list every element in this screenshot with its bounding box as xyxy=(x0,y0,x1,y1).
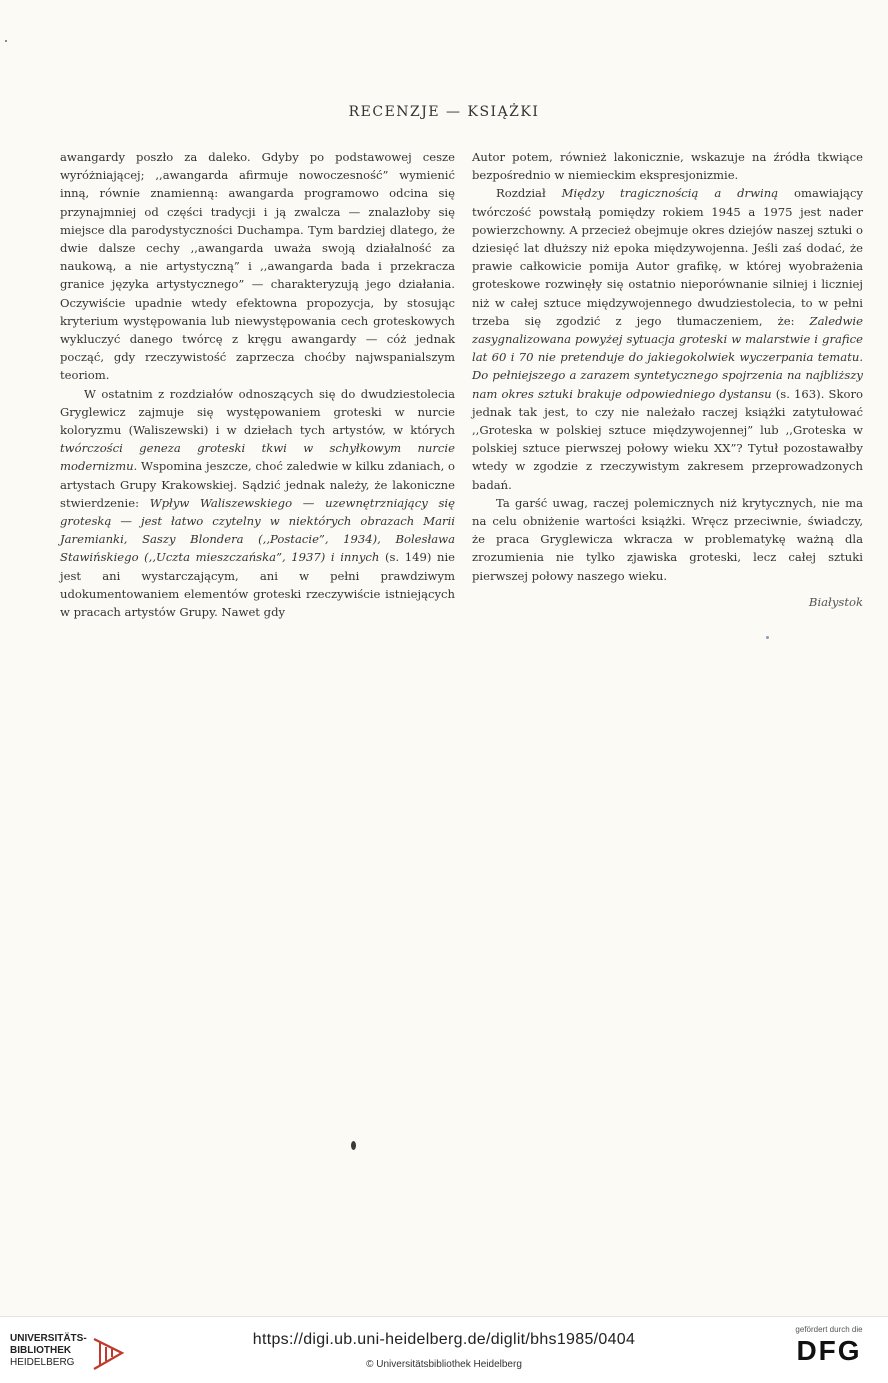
speck-edge xyxy=(5,40,7,42)
library-line-2: BIBLIOTHEK xyxy=(10,1345,72,1356)
left-paragraph-2 xyxy=(60,385,455,622)
right-p2-text-a: Rozdział xyxy=(496,186,562,201)
right-paragraph-2 xyxy=(472,184,863,493)
copyright-notice: © Universitätsbibliothek Heidelberg xyxy=(366,1359,522,1370)
left-p2-text-c: Wspomina jeszcze, choć zaledwie w kilku zdaniach, o artystach Grupy Krakowskiej. Sądzić jednak należy, że lakoniczne stwierdzenie: xyxy=(60,459,455,510)
speck-mark xyxy=(351,1141,356,1150)
footer-bar xyxy=(0,1316,888,1383)
left-p2-text-e: (s. 149) nie jest ani wystarczającym, ani w pełni prawdziwym udokumentowaniem elementów groteski rzeczywiście istniejących w pracach artystów Grupy. Nawet gdy xyxy=(60,550,456,620)
page-header: RECENZJE — KSIĄŻKI xyxy=(348,104,540,120)
dfg-wordmark: DFG xyxy=(796,1335,862,1366)
signature: Białystok xyxy=(808,594,863,609)
right-p2-chapter-title: Między tragicznością a drwiną xyxy=(561,186,779,201)
left-column xyxy=(60,148,455,621)
left-p2-text-a: W ostatnim z rozdziałów odnoszących się do dwudziestolecia Gryglewicz zajmuje się występowaniem groteski w nurcie koloryzmu (Waliszewski) i w dziełach tych artystów, w których xyxy=(60,386,455,438)
library-line-1: UNIVERSITÄTS- xyxy=(10,1333,87,1344)
speck-blue xyxy=(766,636,769,639)
right-paragraph-3: Ta garść uwag, raczej polemicznych niż krytycznych, nie ma na celu obniżenie wartości książki. Wręcz przeciwnie, świadczy, że praca Gryglewicza wkracza w problematykę ważną dla zrozumienia nie tylko zjawiska groteski, lecz całej sztuki pierwszej połowy naszego wieku. xyxy=(472,495,863,583)
right-p2-italic-quote: Zaledwie zasygnalizowana powyżej sytuacja groteski w malarstwie i grafice lat 60 i 70 nie pretenduje do jakiegokolwiek wyczerpania tematu. Do pełniejszego a zarazem syntetycznego spojrzenia na najbliższy nam okres sztuki brakuje odpowiedniego dystansu xyxy=(472,313,863,401)
right-paragraph-1: Autor potem, również lakonicznie, wskazuje na źródła tkwiące bezpośrednio w niemieckim ekspresjonizmie. xyxy=(472,150,863,183)
right-column xyxy=(472,148,863,611)
right-p2-text-c: omawiający twórczość powstałą pomiędzy rokiem 1945 a 1975 jest nader powierzchowny. A przecież obejmuje okres dziejów naszej sztuki o dziesięć lat dłuższy niż epoka międzywojenna. Jeśli zaś dodać, że prawie całkowicie pomija Autor grafikę, w której wyobrażenia groteskowe rozwinęły się ostatnio nieporównanie silniej i liczniej niż w całej sztuce międzywojennego dwudziestolecia, to w pełni trzeba się zgodzić z jego tłumaczeniem, że: xyxy=(472,186,863,328)
document-url-link[interactable]: https://digi.ub.uni-heidelberg.de/diglit/bhs1985/0404 xyxy=(252,1331,636,1348)
library-line-3: HEIDELBERG xyxy=(10,1357,75,1368)
left-p2-italic-quote: Wpływ Waliszewskiego — uzewnętrzniający się groteską — jest łatwo czytelny w niektórych obrazach Marii Jaremianki, Saszy Blondera (,,Postacie”, 1934), Bolesława Stawińskiego (,,Uczta mieszczańska”, 1937) i innych xyxy=(60,495,455,565)
dfg-logo[interactable] xyxy=(784,1325,874,1375)
left-paragraph-1: awangardy poszło za daleko. Gdyby po podstawowej cesze wyróżniającej; ,,awangarda afirmuje nowoczesność” wymienić inną, równie znamienną: awangarda programowo odcina się przynajmniej od części tradycji i ją zwalcza — znalazłoby się miejsce dla parodystyczności Duchampa. Tym bardziej dlatego, że dwie dalsze cechy ,,awangarda uważa swoją działalność za naukową, a nie artystyczną” i ,,awangarda bada i przekracza granice języka artystycznego” — charakteryzują jego działania. Oczywiście upadnie wtedy efektowna propozycja, by stosując kryterium występowania lub niewystępowania cech groteskowych wykluczyć danego twórcę z kręgu awangardy — cóż jednak począć, gdy rzeczywistość zaprzecza choćby najwspanialszym teoriom. xyxy=(60,150,455,383)
funding-note: gefördert durch die xyxy=(795,1325,863,1334)
right-p2-text-e: (s. 163). Skoro jednak tak jest, to czy nie należało raczej książki zatytułować ,,Groteska w polskiej sztuce międzywojennej” lub ,,Groteska w polskiej sztuce pierwszej połowy wieku XX”? Tytuł pozostawałby wtedy w zgodzie z rzeczywistym zakresem przeprowadzonych badań. xyxy=(472,386,863,492)
left-p2-italic-b: twórczości geneza groteski tkwi w schyłkowym nurcie modernizmu. xyxy=(60,441,455,474)
